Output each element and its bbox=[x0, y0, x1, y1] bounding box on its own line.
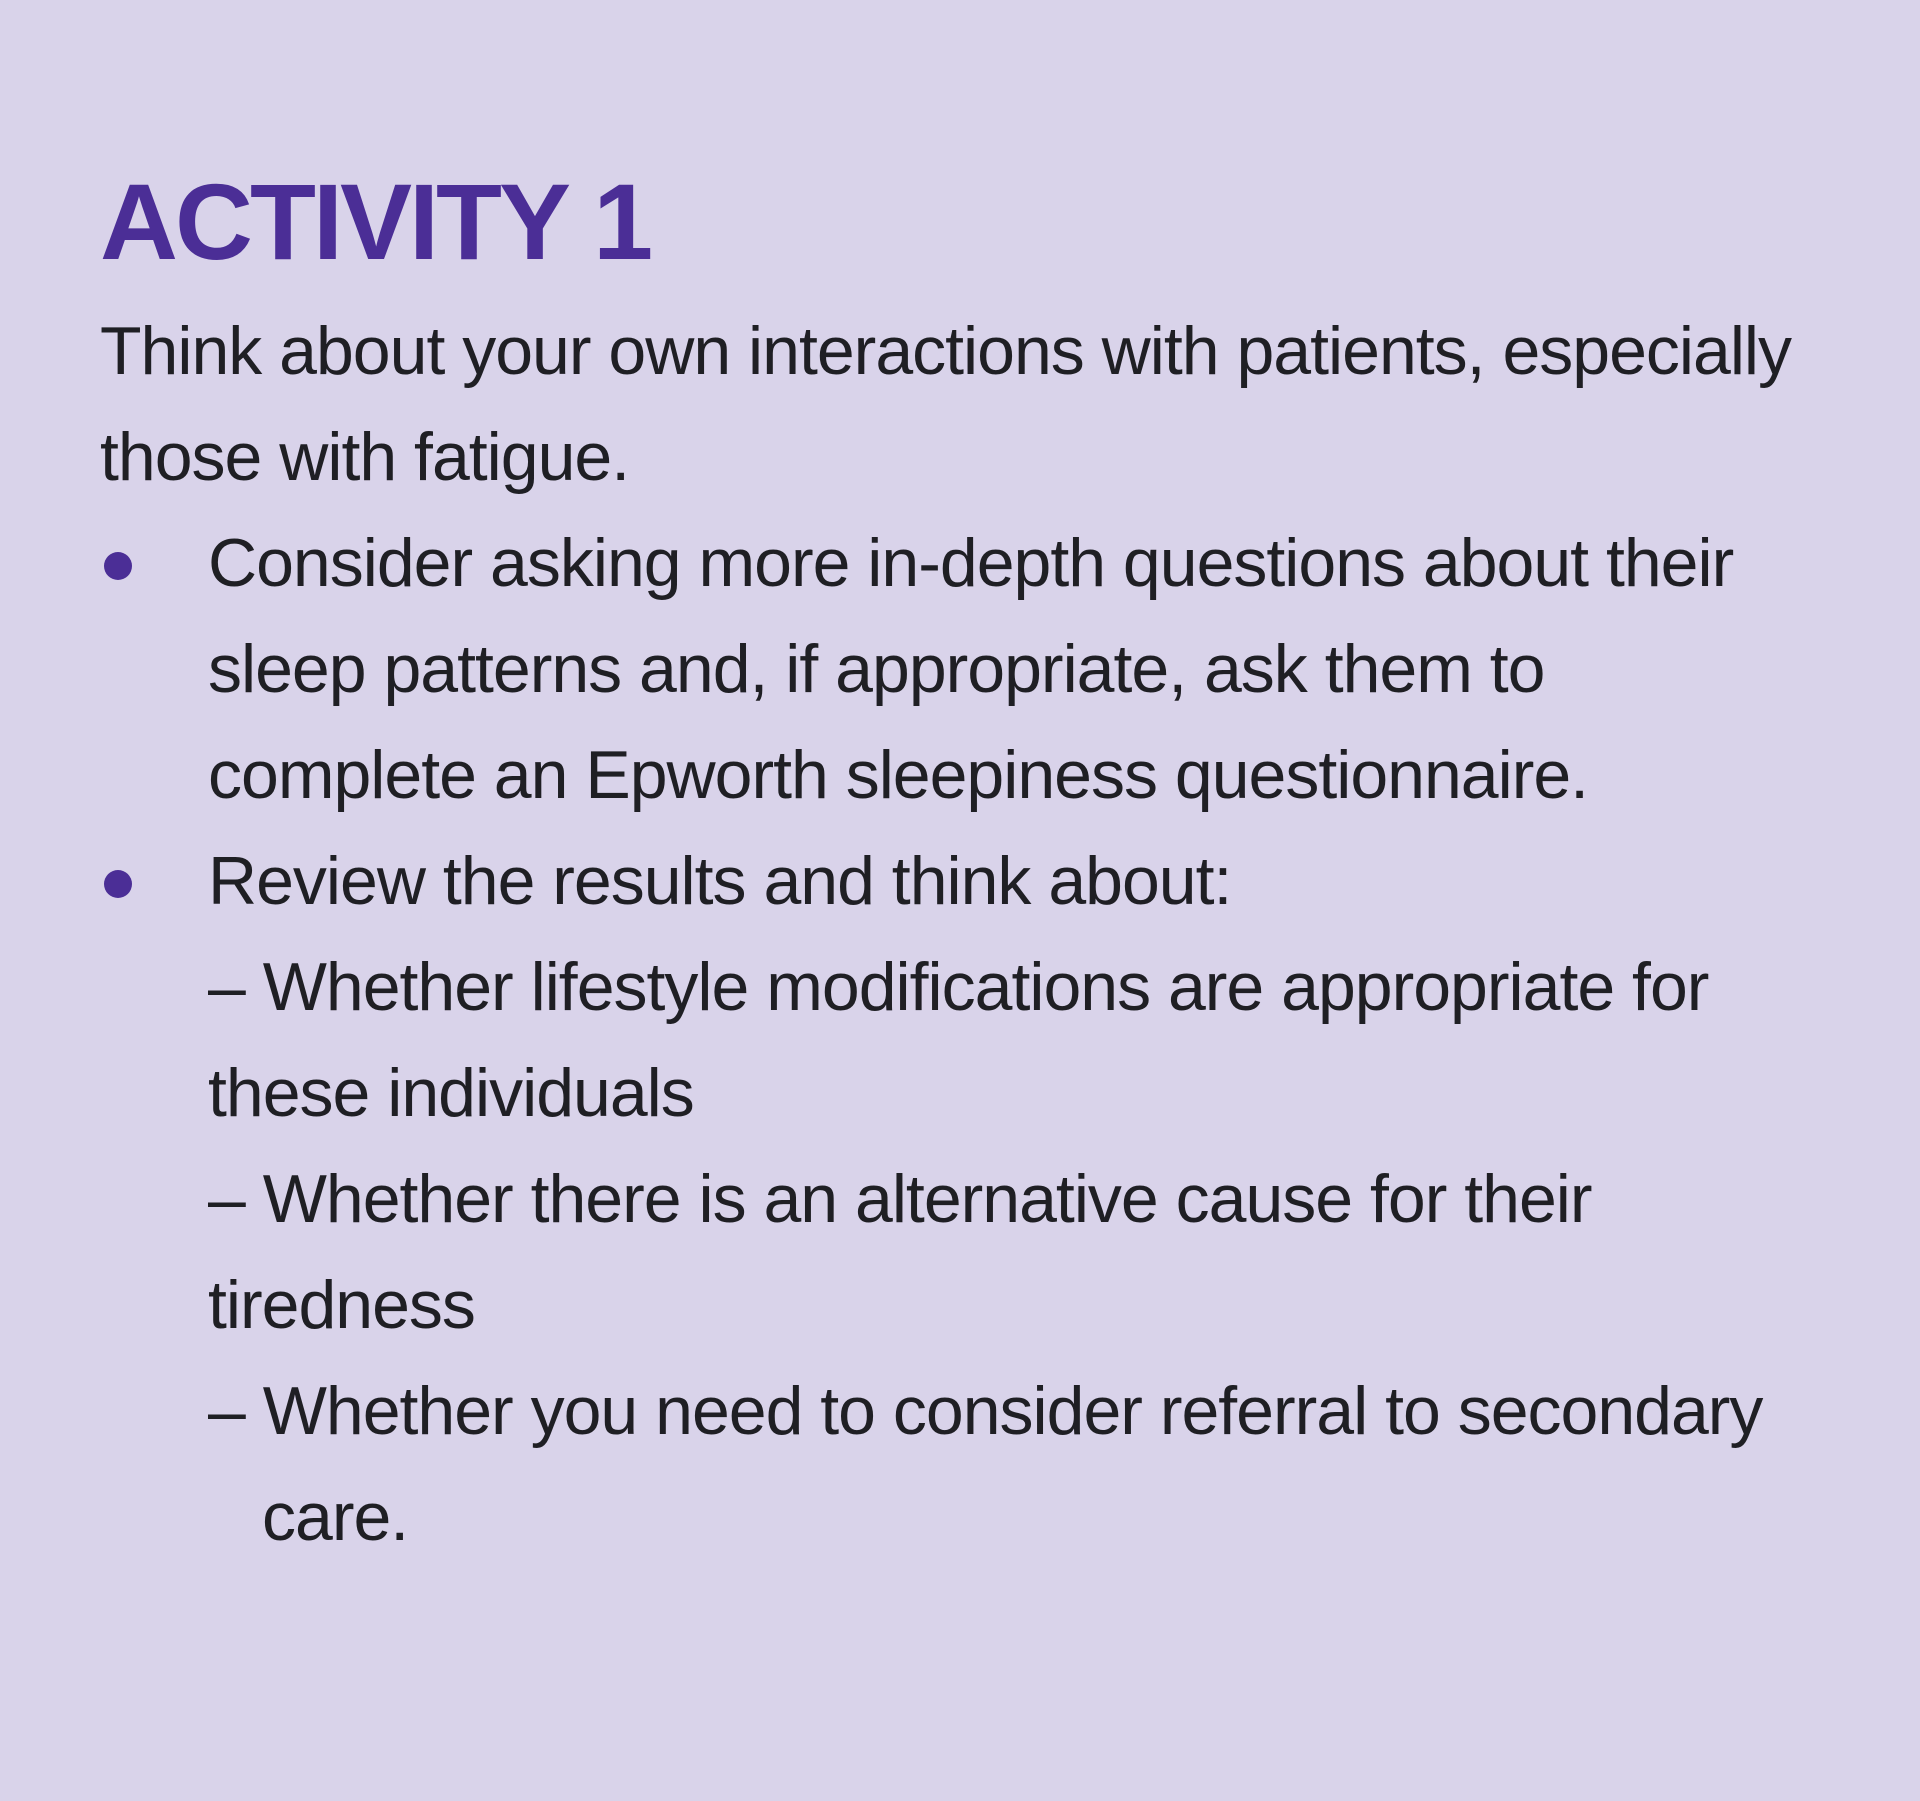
bullet-item-sleep-questions bbox=[100, 510, 1810, 828]
bullet-text: Review the results and think about: bbox=[208, 843, 1232, 919]
bullet-dot-icon bbox=[104, 552, 132, 580]
activity-bullet-list bbox=[100, 510, 1810, 1570]
bullet-text: Consider asking more in-depth questions about their sleep patterns and, if appropriate, ask them to complete an Epworth sleepiness questionnaire. bbox=[208, 525, 1734, 813]
sub-item-lifestyle: – Whether lifestyle modifications are appropriate for these individuals bbox=[208, 949, 1709, 1131]
bullet-item-review-results bbox=[100, 828, 1810, 1570]
sub-item-alternative-cause: – Whether there is an alternative cause for their tiredness bbox=[208, 1161, 1592, 1343]
activity-title: ACTIVITY 1 bbox=[100, 161, 651, 282]
review-sub-list bbox=[208, 934, 1810, 1570]
bullet-dot-icon bbox=[104, 870, 132, 898]
activity-intro: Think about your own interactions with patients, especially those with fatigue. bbox=[100, 313, 1792, 495]
sub-item-referral: – Whether you need to consider referral to secondary care. bbox=[208, 1373, 1763, 1555]
